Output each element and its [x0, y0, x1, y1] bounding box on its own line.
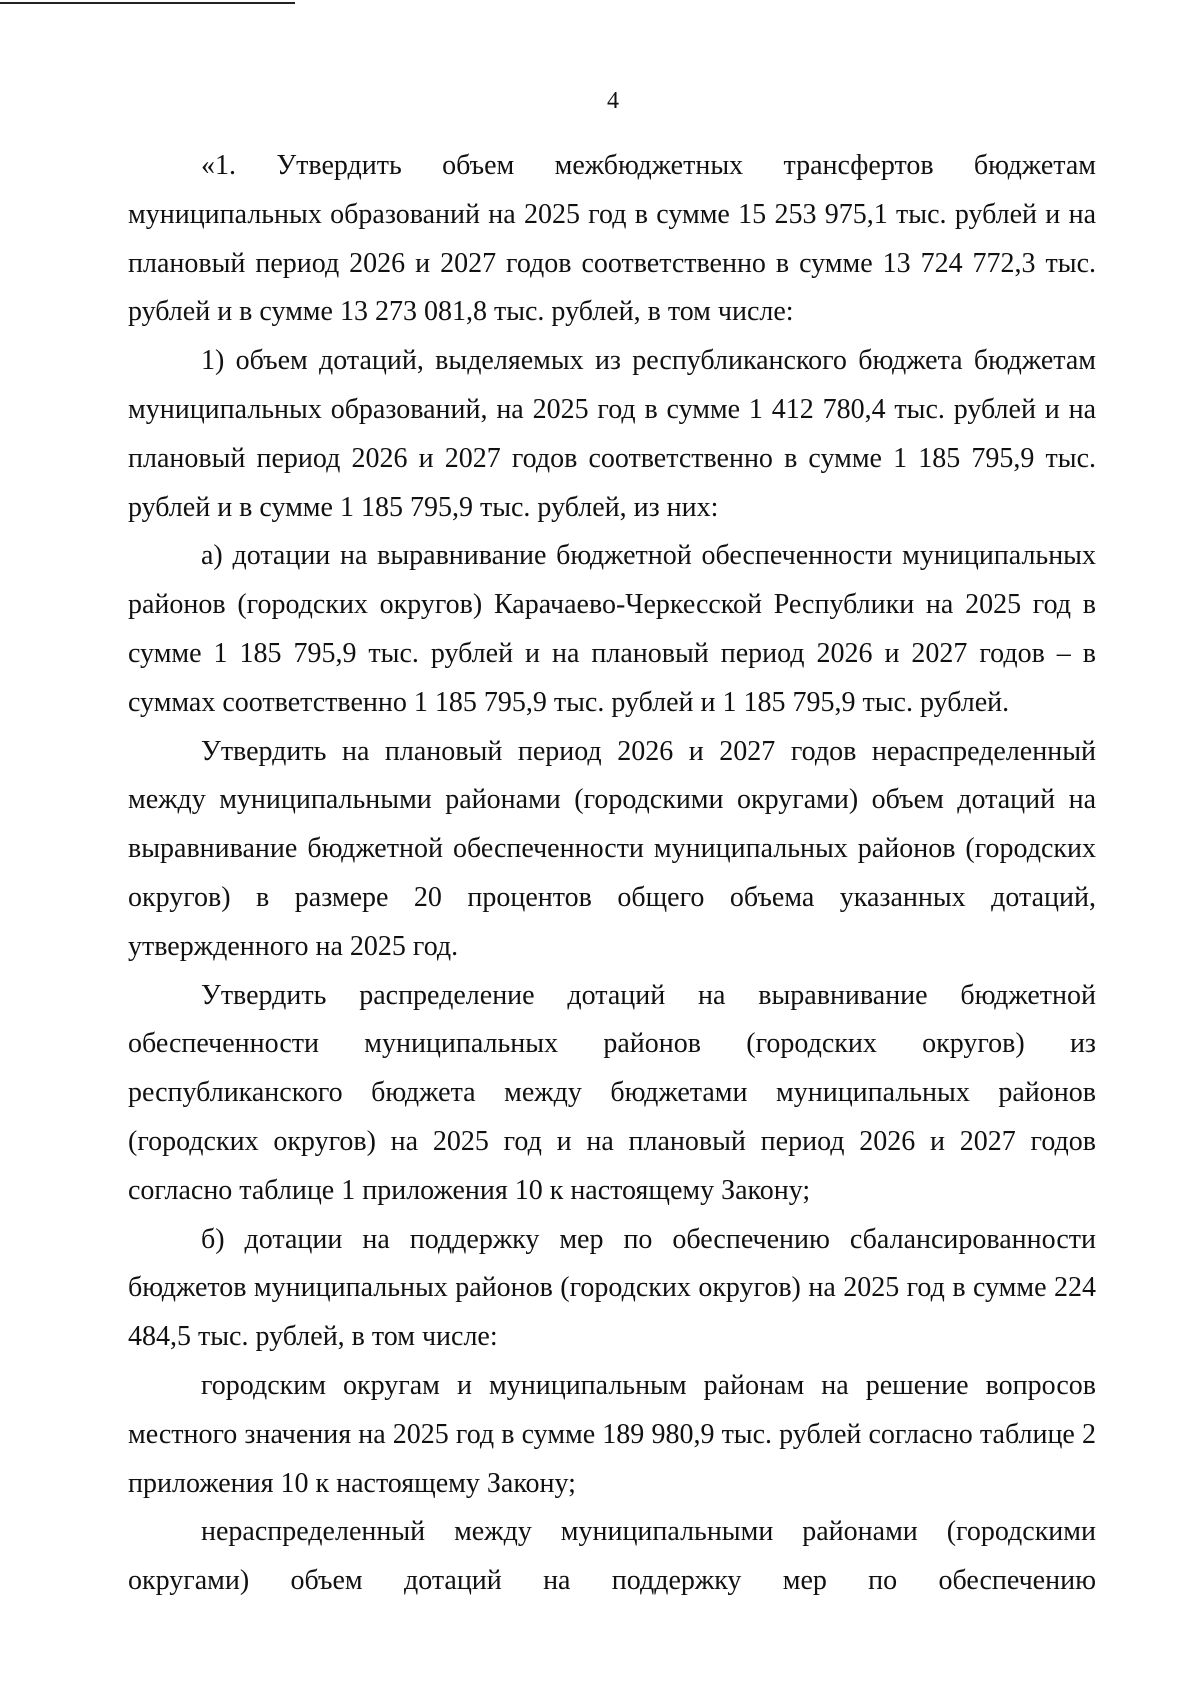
paragraph: а) дотации на выравнивание бюджетной обеспеченности муниципальных районов (городских округов) Карачаево-Черкесской Республики на 2025 год в сумме 1 185 795,9 тыс. рублей и на плановый период 2026 и 2027 годов – в суммах соответственно 1 185 795,9 тыс. рублей и 1 185 795,9 тыс. рублей. [128, 540, 1096, 718]
paragraph: Утвердить на плановый период 2026 и 2027 годов нераспределенный между муниципальными районами (городскими округами) объем дотаций на выравнивание бюджетной обеспеченности муниципальных районов (городских округов) в размере 20 процентов общего объема указанных дотаций, утвержденного на 2025 год. [128, 735, 1096, 962]
paragraph: нераспределенный между муниципальными районами (городскими округами) объем дотаций на поддержку мер по обеспечению [128, 1516, 1096, 1597]
paragraph: городским округам и муниципальным районам на решение вопросов местного значения на 2025 год в сумме 189 980,9 тыс. рублей согласно таблице 2 приложения 10 к настоящему Закону; [128, 1369, 1096, 1499]
paragraph: б) дотации на поддержку мер по обеспечению сбалансированности бюджетов муниципальных районов (городских округов) на 2025 год в сумме 224 484,5 тыс. рублей, в том числе: [128, 1223, 1096, 1353]
page-number: 4 [607, 88, 619, 114]
document-body [128, 142, 1096, 1606]
scan-edge-line [0, 2, 295, 4]
paragraph: «1. Утвердить объем межбюджетных трансфертов бюджетам муниципальных образований на 2025 год в сумме 15 253 975,1 тыс. рублей и на плановый период 2026 и 2027 годов соответственно в сумме 13 724 772,3 тыс. рублей и в сумме 13 273 081,8 тыс. рублей, в том числе: [128, 150, 1096, 328]
paragraph: 1) объем дотаций, выделяемых из республиканского бюджета бюджетам муниципальных образований, на 2025 год в сумме 1 412 780,4 тыс. рублей и на плановый период 2026 и 2027 годов соответственно в сумме 1 185 795,9 тыс. рублей и в сумме 1 185 795,9 тыс. рублей, из них: [128, 345, 1096, 523]
paragraph: Утвердить распределение дотаций на выравнивание бюджетной обеспеченности муниципальных районов (городских округов) из республиканского бюджета между бюджетами муниципальных районов (городских округов) на 2025 год и на плановый период 2026 и 2027 годов согласно таблице 1 приложения 10 к настоящему Закону; [128, 979, 1096, 1206]
